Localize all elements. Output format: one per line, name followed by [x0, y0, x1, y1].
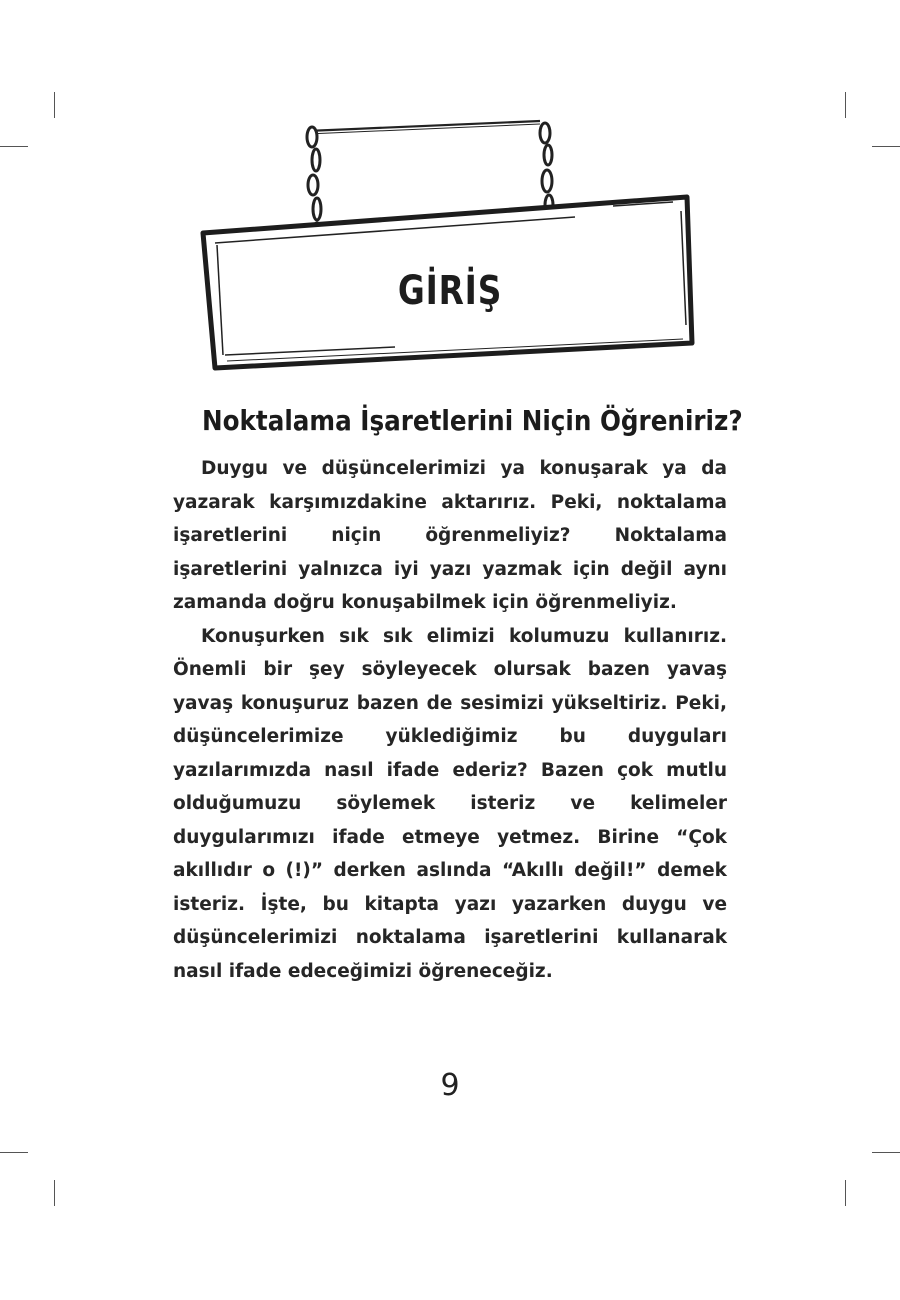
sign-title: GİRİŞ	[397, 268, 503, 314]
crop-mark-top-left-vertical	[54, 92, 55, 118]
crop-mark-top-right-vertical	[845, 92, 846, 118]
hanging-sign-illustration	[195, 115, 705, 380]
paragraph-2: Konuşurken sık sık elimizi kolumuzu kullanırız. Önemli bir şey söyleyecek olursak bazen yavaş yavaş konuşuruz bazen de sesimizi yükseltiriz. Peki, düşüncelerimize yüklediğimiz bu duyguları yazılarımızda nasıl ifade ederiz? Bazen çok mutlu olduğumuzu söylemek isteriz ve kelimeler duygularımızı ifade etmeye yetmez. Birine “Çok akıllıdır o (!)” derken aslında “Akıllı değil!” demek isteriz. İşte, bu kitapta yazı yazarken duygu ve düşüncelerimizi noktalama işaretlerini kullanarak nasıl ifade edeceğimizi öğreneceğiz.	[173, 625, 727, 982]
paragraph-1: Duygu ve düşüncelerimizi ya konuşarak ya da yazarak karşımızdakine aktarırız. Peki, noktalama işaretlerini niçin öğrenmeliyiz? Noktalama işaretlerini yalnızca iyi yazı yazmak için değil aynı zamanda doğru konuşabilmek için öğrenmeliyiz.	[173, 458, 727, 613]
left-chain-icon	[307, 127, 321, 233]
crop-mark-bottom-left-vertical	[54, 1180, 55, 1206]
crop-mark-bottom-left-horizontal	[0, 1152, 28, 1153]
body-text	[173, 452, 727, 988]
crop-mark-top-left-horizontal	[0, 146, 28, 147]
page-number: 9	[440, 1068, 460, 1103]
section-heading: Noktalama İşaretlerini Niçin Öğreniriz?	[202, 404, 743, 437]
crop-mark-bottom-right-horizontal	[872, 1152, 900, 1153]
crop-mark-top-right-horizontal	[872, 146, 900, 147]
crop-mark-bottom-right-vertical	[845, 1180, 846, 1206]
